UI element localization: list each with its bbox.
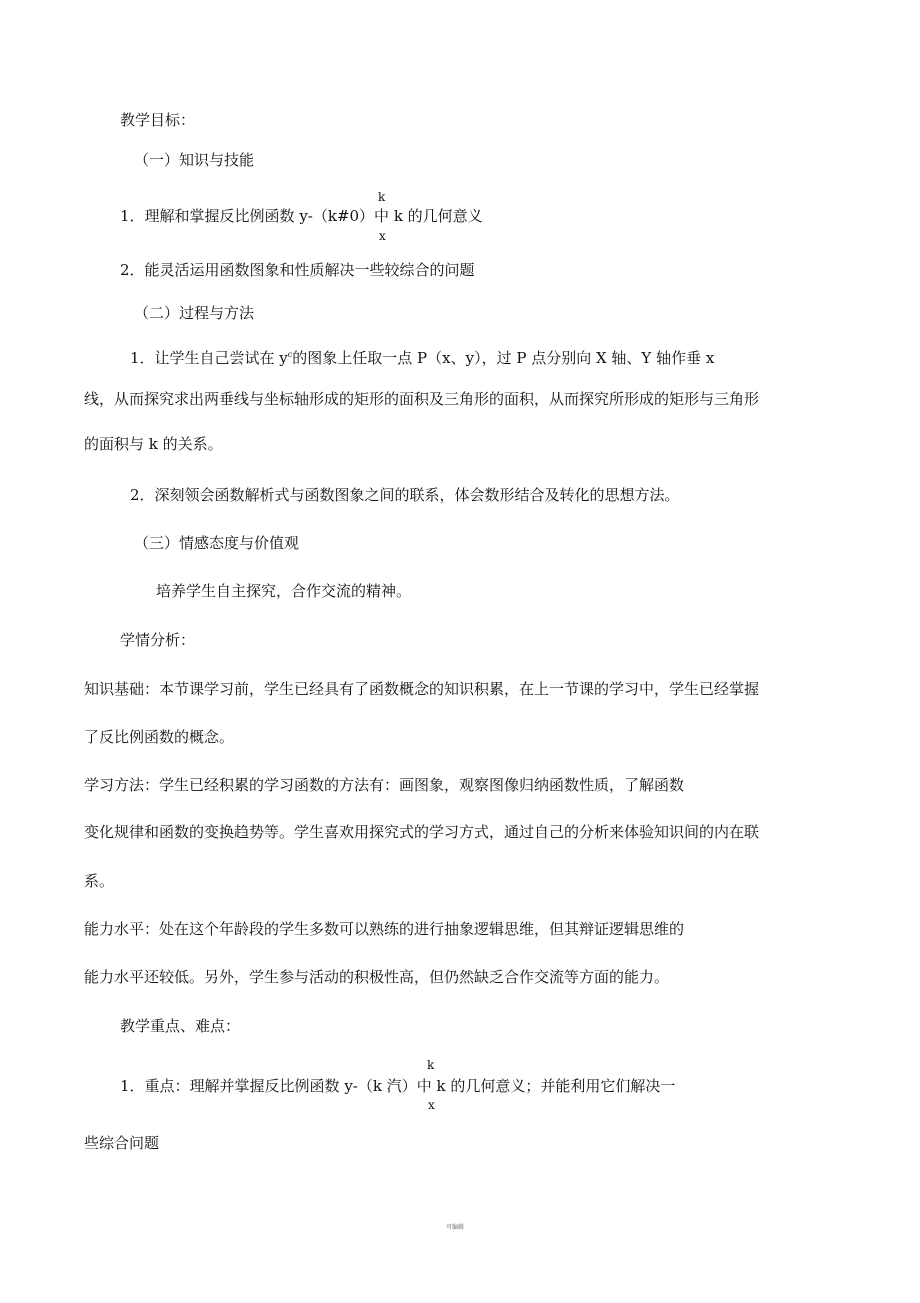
key1-text: 1．重点：理解并掌握反比例函数 y-（k 汽）中 k 的几何意义；并能利用它们解决一: [120, 1077, 676, 1095]
process1-line3: 的面积与 k 的关系。: [84, 435, 223, 453]
goal1-fraction-numerator: k: [378, 190, 386, 204]
keypoints-heading: 教学重点、难点：: [120, 1017, 241, 1035]
process1-line1-sup: c: [287, 350, 293, 359]
analysis-heading: 学情分析：: [120, 631, 196, 649]
page-footer: 可编辑: [446, 1224, 465, 1231]
key1-fraction-denominator: x: [428, 1098, 435, 1112]
method-line3: 系。: [84, 872, 115, 890]
goal1-fraction-denominator: x: [379, 229, 386, 243]
process1-line1: [130, 345, 714, 368]
method-line2: 变化规律和函数的变换趋势等。学生喜欢用探究式的学习方式，通过自己的分析来体验知识间的内在联: [84, 823, 760, 841]
teaching-goals-heading: 教学目标：: [120, 111, 196, 129]
process1-line1-b: 的图象上任取一点 P（x、y），过 P 点分别向 X 轴、Y 轴作垂 x: [292, 349, 715, 367]
process1-line1-a: 1．让学生自己尝试在 y: [130, 349, 288, 367]
section3-text: 培养学生自主探究，合作交流的精神。: [156, 582, 412, 600]
ability-line1: 能力水平：处在这个年龄段的学生多数可以熟练的进行抽象逻辑思维，但其辩证逻辑思维的: [84, 920, 685, 938]
method-line1: 学习方法：学生已经积累的学习函数的方法有：画图象，观察图像归纳函数性质，了解函数: [84, 776, 685, 794]
section3-heading: （三）情感态度与价值观: [134, 534, 300, 552]
process2-text: 2．深刻领会函数解析式与函数图象之间的联系，体会数形结合及转化的思想方法。: [130, 486, 680, 504]
section2-heading: （二）过程与方法: [134, 304, 255, 322]
goal1-text: 1．理解和掌握反比例函数 y-（k#0）中 k 的几何意义: [120, 207, 483, 225]
key1-fraction-numerator: k: [427, 1058, 435, 1072]
process1-line2: 线，从而探究求出两垂线与坐标轴形成的矩形的面积及三角形的面积，从而探究所形成的矩形与三角形: [84, 390, 760, 408]
knowledge-line1: 知识基础：本节课学习前，学生已经具有了函数概念的知识积累，在上一节课的学习中，学生已经掌握: [84, 680, 760, 698]
knowledge-line2: 了反比例函数的概念。: [84, 728, 235, 746]
section1-heading: （一）知识与技能: [134, 151, 255, 169]
key1-line2: 些综合问题: [84, 1134, 160, 1152]
ability-line2: 能力水平还较低。另外，学生参与活动的积极性高，但仍然缺乏合作交流等方面的能力。: [84, 968, 670, 986]
goal2-text: 2．能灵活运用函数图象和性质解决一些较综合的问题: [120, 261, 475, 279]
